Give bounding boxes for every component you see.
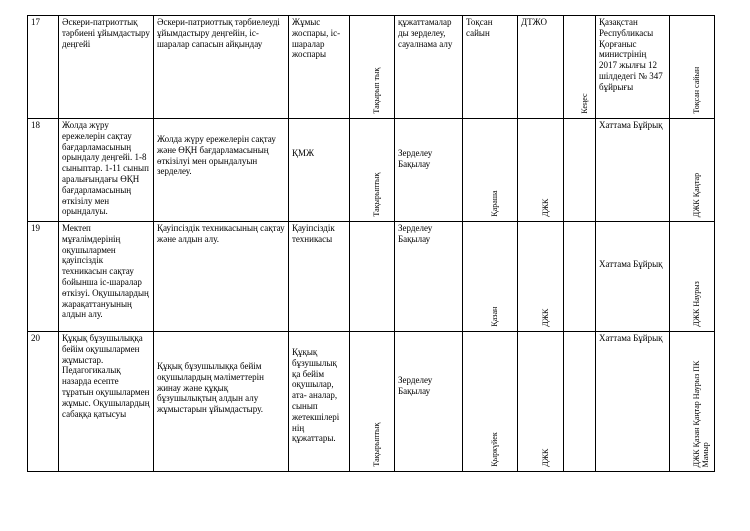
result-cell: Қазақстан Республикасы Қорғаныс министрінің 2017 жылғы 12 шілдедегі № 347 бұйрығы [596, 16, 670, 119]
control-cell [670, 119, 715, 222]
method-text: Зерделеу Бақылау [398, 375, 433, 396]
row-number: 17 [28, 16, 59, 119]
term-text: Қыркүйек [490, 432, 499, 467]
type-text: Тақырып тық [372, 68, 381, 114]
plan-table [27, 15, 715, 472]
object-text: Құқық бұзушылық қа бейім оқушылар, ата- аналар, сынып жетекшілері нің құжаттары. [292, 347, 340, 444]
type-cell [350, 222, 395, 332]
term-text: Қараша [490, 190, 499, 217]
method-cell [395, 332, 463, 472]
topic-cell: Жолда жүру ережелерін сақтау бағдарламасының орындалу деңгейі. 1-8 сыныптар. 1-11 сынып аралығындағы ӨҚН бағдарламасының өткізілу мен орындалуы. [59, 119, 154, 222]
topic-cell: Мектеп мұғалімдерінің оқушылармен қауіпсіздік техникасын сақтау бойынша іс-шаралар өткізуі. Оқушылардың жарақаттануының алдын алу. [59, 222, 154, 332]
control-cell [670, 16, 715, 119]
method-text: Зерделеу Бақылау [398, 148, 433, 169]
responsible-text: ДЖК [540, 199, 550, 217]
goal-text: Жолда жүру ережелерін сақтау және ӨҚН бағдарламасының өткізілуі мен орындалуын зерделеу. [157, 134, 276, 177]
responsible-cell: ДТЖО [518, 16, 564, 119]
responsible-cell [518, 332, 564, 472]
control-cell [670, 332, 715, 472]
row-number: 20 [28, 332, 59, 472]
type-text: Тақырыптық [372, 423, 381, 467]
responsible-cell [518, 222, 564, 332]
control-text: ДЖК Қаңтар [692, 172, 701, 217]
method-cell: құжаттамалар ды зерделеу, сауалнама алу [395, 16, 463, 119]
object-text: ҚМЖ [292, 148, 315, 158]
topic-cell: Әскери-патриоттық тәрбиені ұйымдастыру деңгейі [59, 16, 154, 119]
table-row [28, 119, 715, 222]
responsible-cell [518, 119, 564, 222]
control-text: ДЖК Қазан Қаңтар Наурыз ПК Мамыр [692, 360, 711, 467]
result-cell: Хаттама Бұйрық [596, 119, 670, 222]
result-text: Хаттама Бұйрық [599, 259, 663, 269]
object-cell [289, 119, 350, 222]
table-row [28, 16, 715, 119]
goal-cell: Әскери-патриоттық тәрбиелеуді ұйымдастыру деңгейін, іс-шаралар сапасын айқындау [154, 16, 289, 119]
place-cell [564, 119, 596, 222]
table-row [28, 332, 715, 472]
place-cell [564, 16, 596, 119]
goal-cell [154, 332, 289, 472]
object-cell: Жұмыс жоспары, іс-шаралар жоспары [289, 16, 350, 119]
term-cell [463, 119, 518, 222]
type-cell [350, 16, 395, 119]
goal-cell [154, 119, 289, 222]
goal-cell: Қауіпсіздік техникасының сақтау және алдын алу. [154, 222, 289, 332]
row-number: 18 [28, 119, 59, 222]
responsible-text: ДЖК [540, 449, 550, 467]
term-cell [463, 222, 518, 332]
row-number: 19 [28, 222, 59, 332]
type-text: Тақырыптық [372, 173, 381, 217]
term-cell: Тоқсан сайын [463, 16, 518, 119]
method-cell: Зерделеу Бақылау [395, 222, 463, 332]
place-text: Кеңес [579, 93, 589, 114]
result-cell: Хаттама Бұйрық [596, 332, 670, 472]
object-cell: Қауіпсіздік техникасы [289, 222, 350, 332]
place-cell [564, 332, 596, 472]
term-cell [463, 332, 518, 472]
method-cell [395, 119, 463, 222]
term-text: Қазан [490, 307, 499, 327]
responsible-text: ДЖК [540, 309, 550, 327]
object-cell [289, 332, 350, 472]
control-cell [670, 222, 715, 332]
type-cell [350, 119, 395, 222]
result-cell [596, 222, 670, 332]
place-cell [564, 222, 596, 332]
table-row [28, 222, 715, 332]
type-cell [350, 332, 395, 472]
goal-text: Құқық бұзушылыққа бейім оқушылардың мәліметтерін жинау және құқық бұзушылықтың алдын алу жұмыстарын ұйымдастыру. [157, 361, 264, 415]
topic-cell: Құқық бұзушылыққа бейім оқушылармен жұмыстар. Педагогикалық назарда есепте тұратын оқушылармен жұмыс. Оқушылардың сабаққа қатысуы [59, 332, 154, 472]
control-text: Тоқсан сайын [692, 67, 701, 114]
control-text: ДЖК Наурыз [692, 281, 701, 327]
